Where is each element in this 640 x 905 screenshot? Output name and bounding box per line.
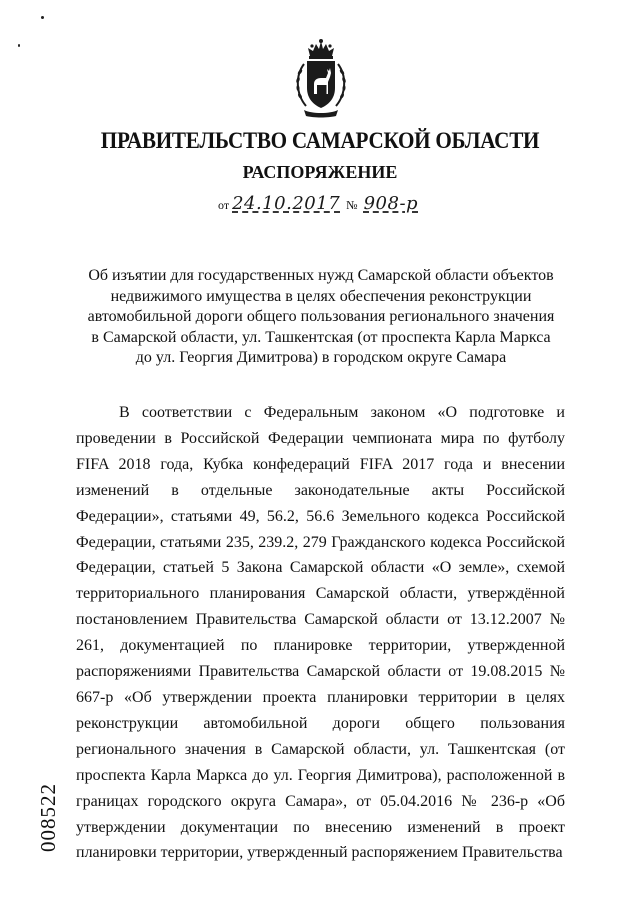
date-prefix: от bbox=[218, 198, 230, 212]
document-body bbox=[76, 400, 565, 866]
body-paragraph: В соответствии с Федеральным законом «О подготовке и проведении в Российской Федерации чемпионата мира по футболу FIFA 2018 года, Кубка конфедераций FIFA 2017 года и внесении изменений в отдельные законодательные акты Российской Федерации», статьями 49, 56.2, 56.6 Земельного кодекса Российской Федерации, статьями 235, 239.2, 279 Гражданского кодекса Российской Федерации, статьей 5 Закона Самарской области «О земле», схемой территориального планирования Самарской области, утверждённой постановлением Правительства Самарской области от 13.12.2007 № 261, документацией по планировке территории, утвержденной распоряжениями Правительства Самарской области от 19.08.2015 № 667-р «Об утверждении проекта планировки территории в целях реконструкции автомобильной дороги общего пользования регионального значения в Самарской области, ул. Ташкентская (от проспекта Карла Маркса до ул. Георгия Димитрова), расположенной в границах городского округа Самара», от 05.04.2016 № 236-р «Об утверждении документации по внесению изменений в проект планировки территории, утвержденный распоряжением Правительства bbox=[76, 404, 565, 862]
margin-stamp-number: 008522 bbox=[36, 783, 60, 852]
scan-speck bbox=[18, 44, 20, 47]
handwritten-number: 908-р bbox=[363, 193, 419, 214]
number-prefix: № bbox=[346, 198, 358, 212]
document-subject: Об изъятии для государственных нужд Самарской области объектов недвижимого имущества в целях обеспечения реконструкции автомобильной дороги общего пользования регионального значения в Самарской области, ул. Ташкентская (от проспекта Карла Маркса до ул. Георгия Димитрова) в городском округе Самара bbox=[87, 267, 555, 366]
document-type-heading: РАСПОРЯЖЕНИЕ bbox=[242, 162, 398, 182]
scan-speck bbox=[41, 16, 44, 19]
handwritten-date: 24.10.2017 bbox=[232, 193, 341, 214]
samara-coat-of-arms-icon bbox=[290, 38, 352, 118]
date-number-line bbox=[218, 193, 418, 214]
government-title: ПРАВИТЕЛЬСТВО САМАРСКОЙ ОБЛАСТИ bbox=[100, 128, 540, 153]
